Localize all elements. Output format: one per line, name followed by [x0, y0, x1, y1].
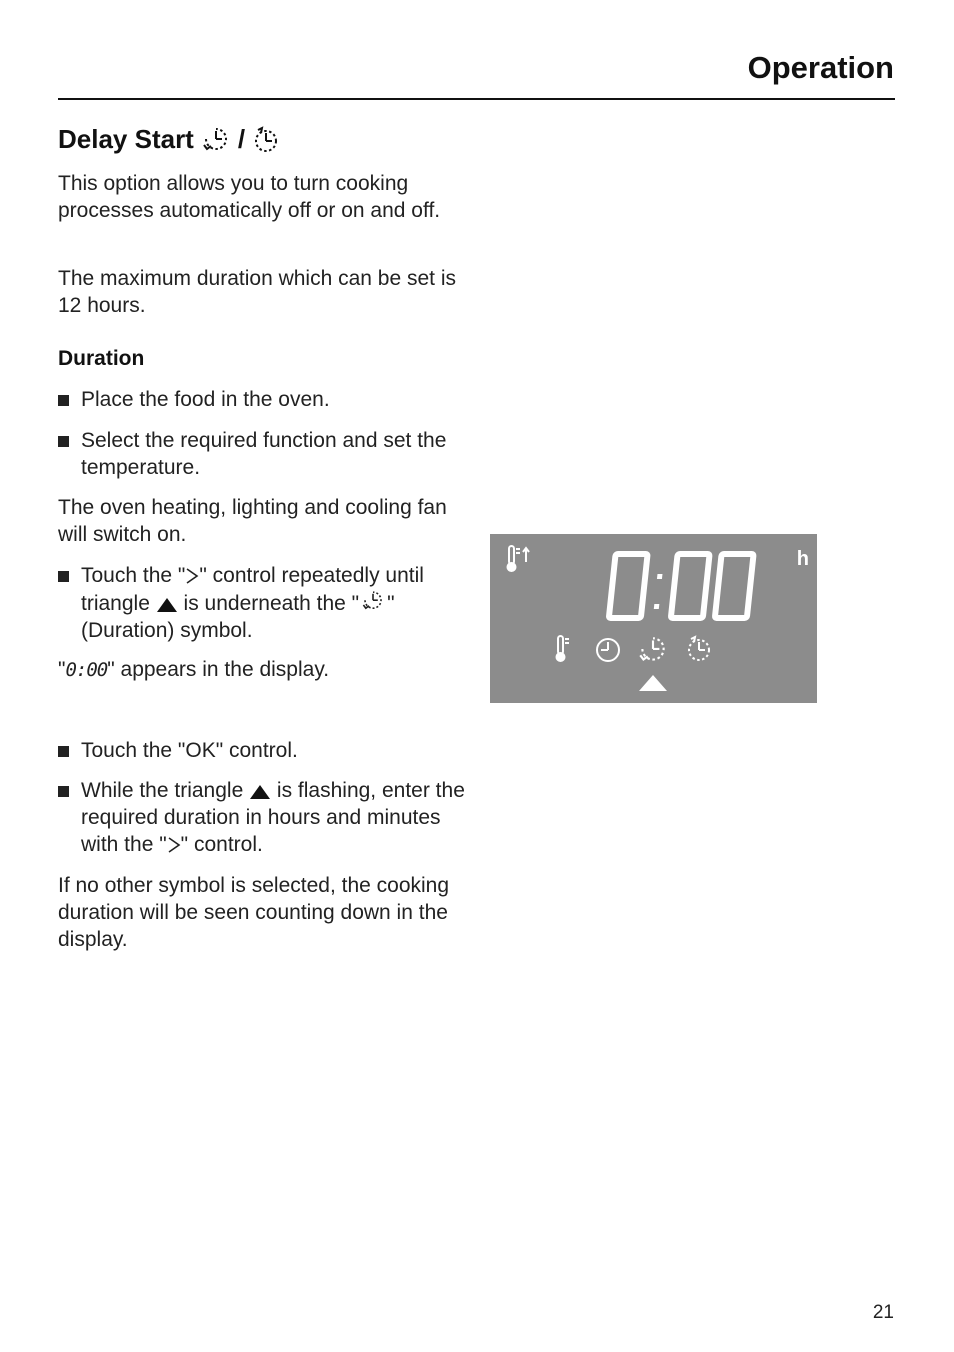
thermometer-rise-icon — [504, 544, 534, 574]
bullet-square — [58, 786, 69, 797]
note-paragraph-2: If no other symbol is selected, the cooking duration will be seen counting down in the display. — [58, 874, 450, 951]
display-unit: h — [796, 548, 809, 570]
display-time-text: 0:00 — [602, 550, 604, 551]
header-divider — [58, 98, 895, 100]
end-time-icon — [684, 634, 714, 664]
duration-icon — [636, 634, 670, 666]
intro-paragraph-1: This option allows you to turn cooking processes automatically off or on and off. — [58, 172, 441, 222]
display-time-digits — [602, 550, 762, 624]
page-header-title: Operation — [747, 50, 894, 85]
note-paragraph-1: The oven heating, lighting and cooling fan will switch on. — [58, 496, 447, 546]
list-item: Place the food in the oven. — [58, 386, 468, 413]
triangle-up-icon — [156, 597, 178, 613]
oven-display — [490, 534, 817, 703]
display-value-inline: 0:00 — [65, 659, 108, 681]
duration-icon — [359, 589, 387, 613]
list-item: Touch the "OK" control. — [58, 737, 468, 764]
section-title-separator: / — [237, 124, 246, 154]
end-time-icon — [251, 125, 281, 155]
indicator-triangle-icon — [638, 674, 668, 692]
bullet-square — [58, 395, 69, 406]
display-note: "0:00" appears in the display. — [58, 658, 330, 681]
list-item: Select the required function and set the temperature. — [58, 427, 468, 481]
bullet-square — [58, 571, 69, 582]
duration-heading: Duration — [58, 347, 145, 370]
chevron-right-icon — [185, 567, 199, 585]
triangle-up-icon — [249, 784, 271, 800]
list-item: While the triangle is flashing, enter the required duration in hours and minutes with the " " control. — [58, 777, 468, 858]
list-item: Touch the " " control repeatedly until triangle is underneath the " " (Duration) symbol. — [58, 562, 468, 644]
duration-icon — [200, 125, 232, 155]
section-title — [58, 124, 281, 155]
chevron-right-icon — [167, 836, 181, 854]
clock-icon — [594, 636, 622, 664]
bullet-square — [58, 436, 69, 447]
section-title-text: Delay Start — [58, 124, 194, 154]
bullet-square — [58, 746, 69, 757]
page-number: 21 — [872, 1302, 894, 1323]
intro-paragraph-2: The maximum duration which can be set is 12 hours. — [58, 267, 457, 317]
thermometer-icon — [554, 634, 574, 664]
